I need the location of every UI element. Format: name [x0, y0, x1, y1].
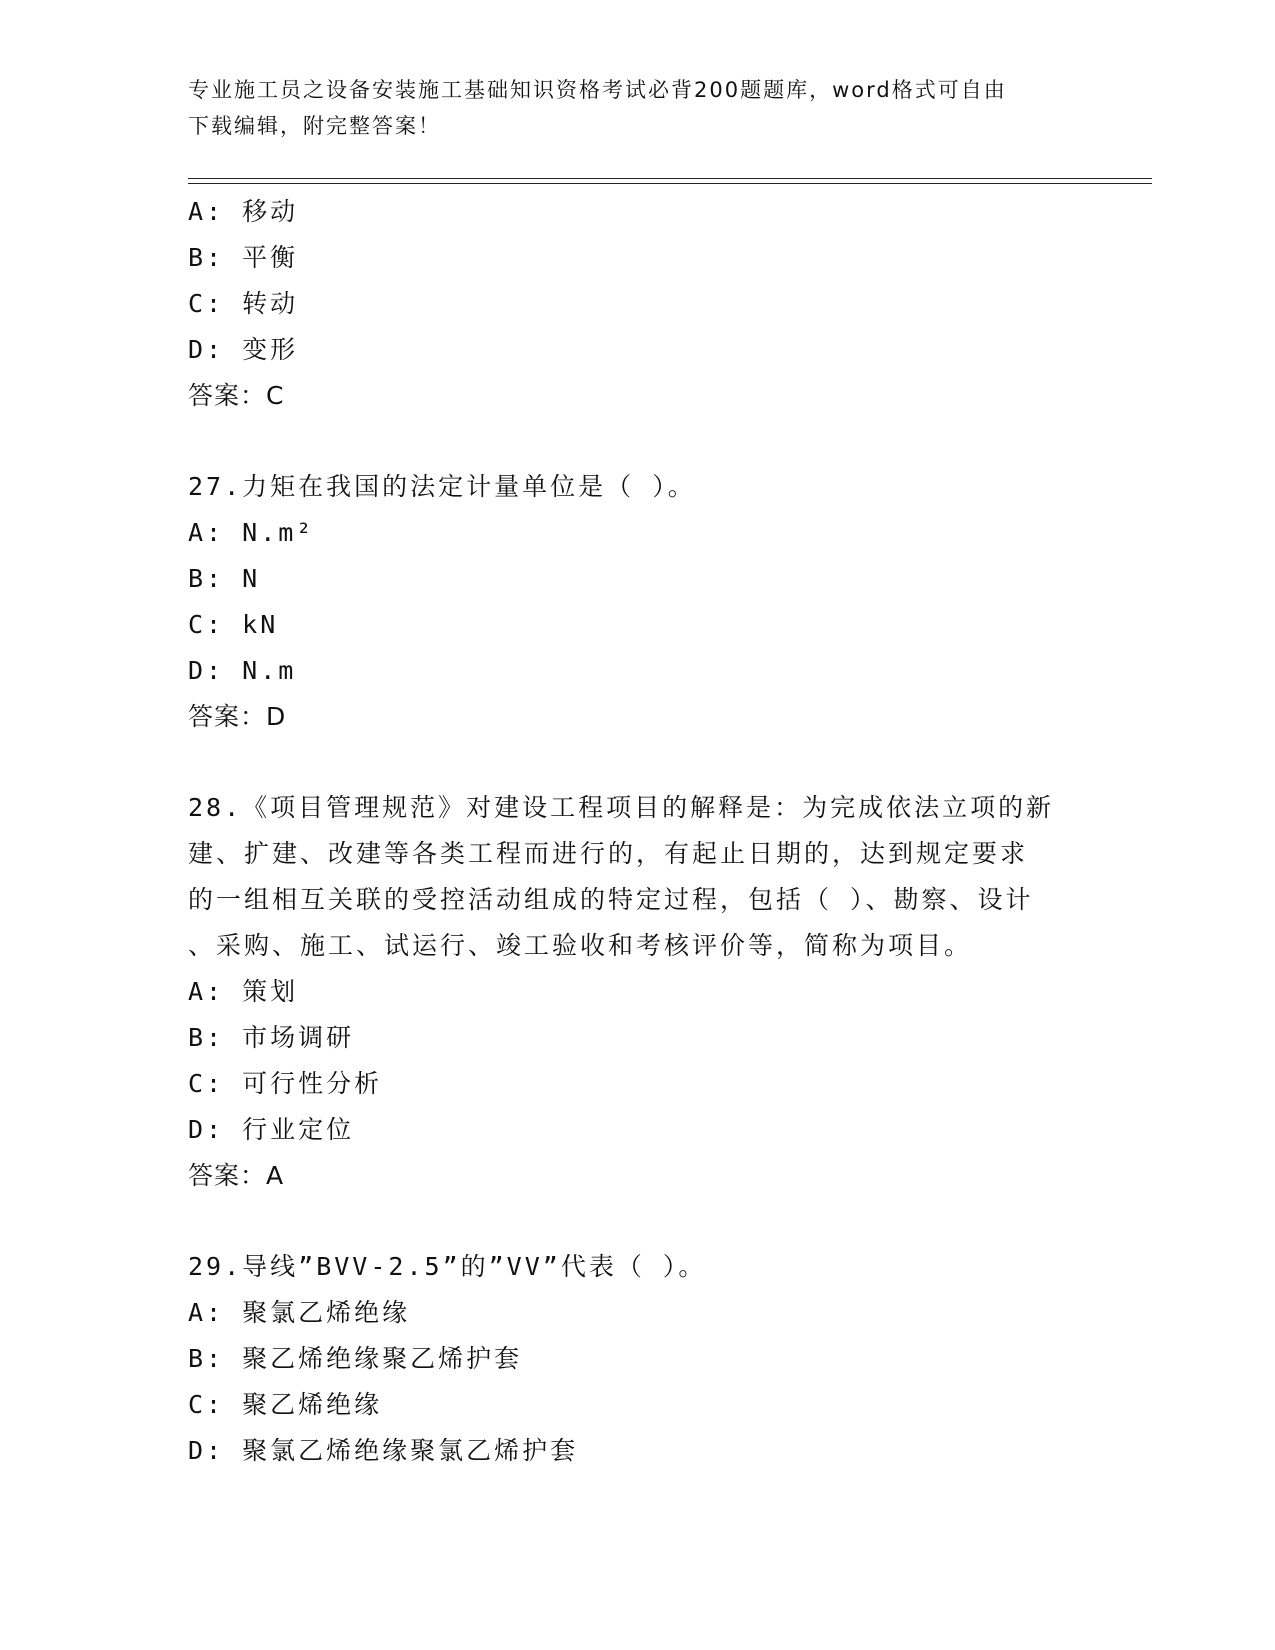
option-b: B: 聚乙烯绝缘聚乙烯护套: [188, 1344, 523, 1373]
spacer: [188, 1199, 1088, 1244]
question-stem-line-4: 、采购、施工、试运行、竣工验收和考核评价等，简称为项目。: [188, 931, 973, 960]
option-a: A: 移动: [188, 197, 299, 226]
question-28: [188, 785, 1088, 1199]
answer-line: 答案：A: [188, 1161, 285, 1190]
option-b: B: 平衡: [188, 243, 299, 272]
question-stem: 29.导线”BVV-2.5”的”VV”代表（ ）。: [188, 1252, 707, 1281]
question-26: [188, 189, 1088, 419]
header-divider-top: [188, 178, 1152, 179]
option-b: B: 市场调研: [188, 1023, 355, 1052]
answer-line: 答案：D: [188, 702, 287, 731]
question-stem-line-2: 建、扩建、改建等各类工程而进行的，有起止日期的，达到规定要求: [188, 839, 1029, 868]
question-list: [188, 189, 1088, 1474]
option-c: C: kN: [188, 610, 279, 639]
option-b: B: N: [188, 564, 261, 593]
answer-line: 答案：C: [188, 381, 285, 410]
option-d: D: 行业定位: [188, 1115, 355, 1144]
header-divider-bottom: [188, 183, 1152, 184]
spacer: [188, 740, 1088, 785]
option-d: D: N.m: [188, 656, 297, 685]
option-d: D: 变形: [188, 335, 299, 364]
option-c: C: 可行性分析: [188, 1069, 383, 1098]
header-line-2: 下载编辑，附完整答案！: [188, 114, 441, 138]
question-stem-line-1: 28.《项目管理规范》对建设工程项目的解释是：为完成依法立项的新: [188, 793, 1055, 822]
option-a: A: 聚氯乙烯绝缘: [188, 1298, 411, 1327]
spacer: [188, 419, 1088, 464]
option-c: C: 转动: [188, 289, 299, 318]
question-stem-line-3: 的一组相互关联的受控活动组成的特定过程，包括（ ）、勘察、设计: [188, 885, 1034, 914]
option-c: C: 聚乙烯绝缘: [188, 1390, 383, 1419]
question-stem: 27.力矩在我国的法定计量单位是（ ）。: [188, 472, 696, 501]
header-line-1: 专业施工员之设备安装施工基础知识资格考试必背200题题库，word格式可自由: [188, 78, 1007, 102]
option-a: A: 策划: [188, 977, 299, 1006]
question-29: [188, 1244, 1088, 1474]
option-d: D: 聚氯乙烯绝缘聚氯乙烯护套: [188, 1436, 579, 1465]
question-27: [188, 464, 1088, 740]
option-a: A: N.m²: [188, 518, 315, 547]
document-header: [188, 72, 1068, 144]
